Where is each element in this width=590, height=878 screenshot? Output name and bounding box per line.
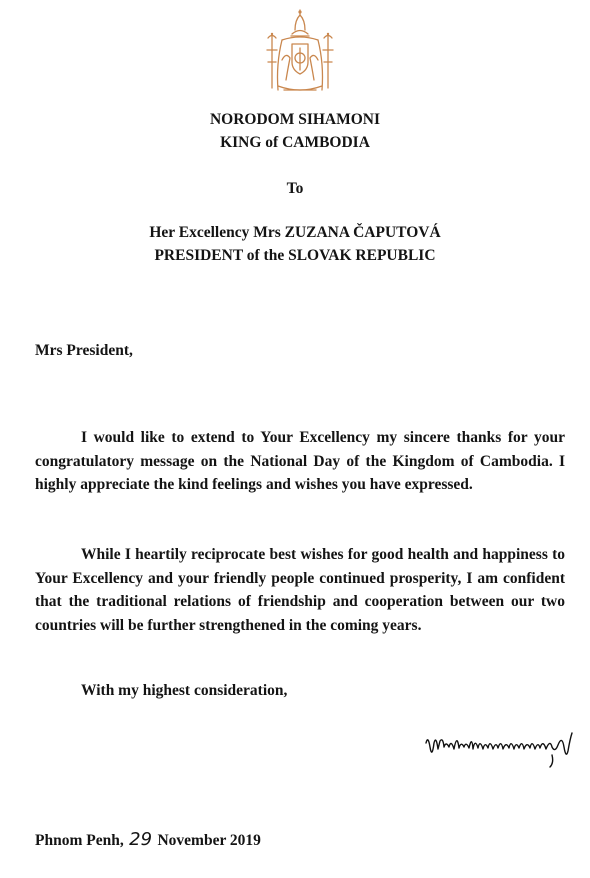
body-paragraph-1: I would like to extend to Your Excellency my sincere thanks for your congratulatory message on the National Day of the Kingdom of Cambodia. I highly appreciate the kind feelings and wishes you have expressed.: [35, 429, 565, 494]
to-label: To: [286, 180, 304, 197]
recipient-name: Her Excellency Mrs ZUZANA ČAPUTOVÁ: [149, 224, 441, 241]
dateline-month-year: November 2019: [157, 832, 261, 849]
salutation: Mrs President,: [35, 342, 133, 359]
sender-name: NORODOM SIHAMONI: [209, 111, 381, 128]
sender-title: KING of CAMBODIA: [220, 134, 370, 151]
dateline-place: Phnom Penh,: [35, 832, 124, 849]
dateline: [35, 829, 261, 850]
body-paragraph-2: While I heartily reciprocate best wishes for good health and happiness to Your Excellency and your friendly people continued prosperity, I am confident that the traditional relations of friendship and cooperation between our two countries will be further strengthened in the coming years.: [35, 546, 565, 634]
handwritten-day: 29: [129, 829, 153, 850]
signature-icon: [424, 729, 574, 769]
recipient-title: PRESIDENT of the SLOVAK REPUBLIC: [154, 247, 436, 264]
closing-line: With my highest consideration,: [81, 682, 288, 699]
royal-arms-emblem-icon: [262, 8, 338, 96]
